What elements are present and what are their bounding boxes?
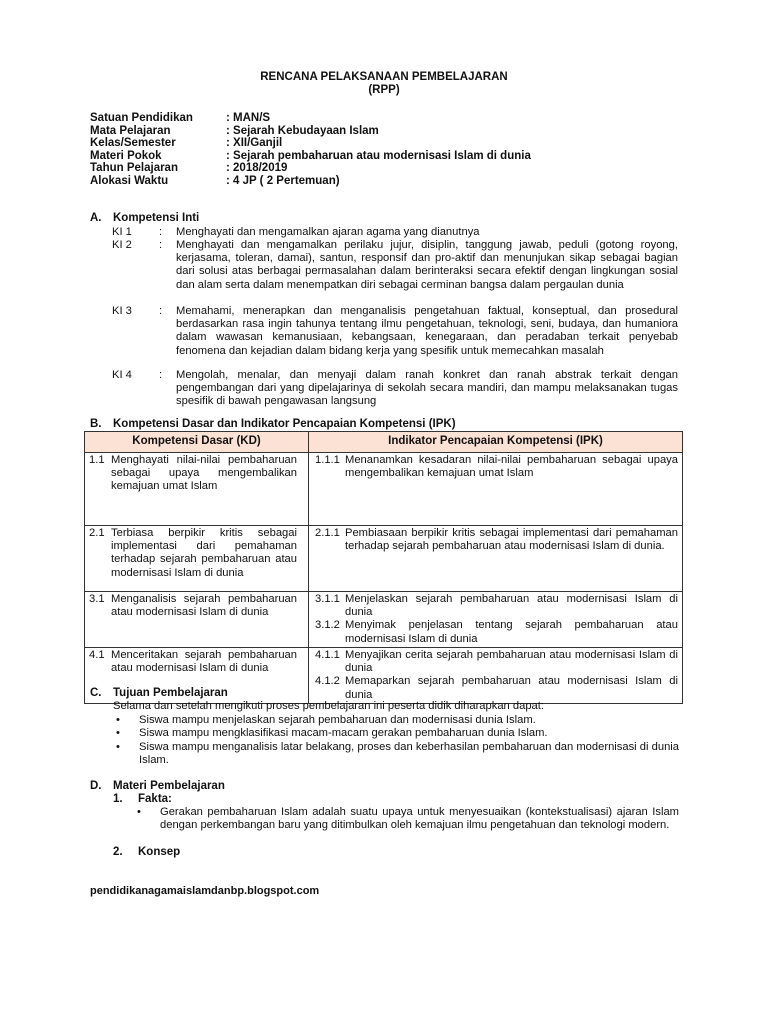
table-row [85,526,683,592]
identity-label: Satuan Pendidikan [90,112,193,124]
list-item-text: Siswa mampu menganalisis latar belakang, proses dan keberhasilan pembaharuan dan modernisasi di dunia Islam. [139,741,679,767]
kd-number: 2.1 [89,527,105,539]
ipk-item [313,649,678,675]
list-item [113,714,679,727]
ipk-number: 1.1.1 [315,454,340,466]
identity-table [90,112,531,188]
subsection-fakta [113,793,172,807]
identity-row [90,175,531,188]
section-letter: D. [90,780,102,792]
identity-label: Mata Pelajaran [90,124,171,137]
section-letter: A. [90,212,102,224]
column-header-ipk: Indikator Pencapaian Kompetensi (IPK) [309,432,683,453]
ki-colon: : [159,226,163,238]
identity-row [90,125,531,138]
ipk-item [313,454,678,480]
ipk-number: 4.1.1 [315,648,340,661]
list-item [134,806,679,832]
identity-row [90,150,531,163]
bullet-icon: • [116,741,120,753]
list-item [113,727,679,740]
kd-cell [85,453,309,526]
ki-text: Menghayati dan mengamalkan perilaku jujur, disiplin, tanggung jawab, peduli (gotong royong, kerjasama, toleran, damai), santun, responsif dan pro-aktif dan menunjukan sikap sebagai bagian dari solusi atas berbagai permasalahan dalam berinteraksi secara efektif dengan lingkungan sosial dan alam serta dalam menempatkan diri sebagai cerminan bangsa dalam pergaulan dunia [176,239,678,291]
section-a-heading [90,212,199,226]
ki-text: Mengolah, menalar, dan menyaji dalam ranah konkret dan ranah abstrak terkait dengan pengembangan dari yang dipelajarinya di sekolah secara mandiri, dan mampu melaksanakan tugas spesifik di bawah pengawasan langsung [176,369,678,408]
ki-colon: : [159,305,163,317]
ki-text: Menghayati dan mengamalkan ajaran agama yang dianutnya [176,226,480,238]
identity-value: : 4 JP ( 2 Pertemuan) [226,174,340,187]
section-title: Kompetensi Inti [113,212,200,224]
kd-number: 4.1 [89,648,105,661]
identity-value: : MAN/S [226,112,271,124]
section-letter: B. [90,418,102,430]
footer-source: pendidikanagamaislamdanbp.blogspot.com [90,885,320,897]
list-item-text: Siswa mampu mengklasifikasi macam-macam gerakan pembaharuan dunia Islam. [139,727,548,739]
ipk-number: 4.1.2 [315,675,340,688]
table-header-row [85,432,683,453]
identity-row [90,112,531,125]
table-row [85,592,683,648]
kd-cell [85,526,309,592]
identity-label: Materi Pokok [90,149,162,162]
subsection-title: Fakta: [138,793,172,805]
list-item [113,741,679,767]
ipk-item [313,619,678,645]
document-subtitle: (RPP) [368,84,400,96]
column-header-kd: Kompetensi Dasar (KD) [85,432,309,453]
ki-colon: : [159,239,163,251]
ki-item [112,226,678,239]
ipk-cell [309,526,683,592]
ipk-number: 3.1.2 [315,619,340,632]
ki-item [112,239,678,292]
identity-value: : XII/Ganjil [226,137,283,150]
section-b-heading [90,418,456,432]
subsection-number: 1. [113,793,123,805]
ki-item [112,305,678,358]
ki-code: KI 2 [112,239,132,251]
ipk-item [313,675,678,701]
ipk-number: 3.1.1 [315,593,340,605]
ipk-cell [309,592,683,648]
identity-label: Kelas/Semester [90,137,176,150]
identity-row [90,137,531,150]
ipk-text: Menyimak penjelasan tentang sejarah pembaharuan atau modernisasi Islam di dunia [345,619,678,645]
subsection-title: Konsep [138,846,181,858]
kd-cell [85,592,309,648]
kd-text: Menceritakan sejarah pembaharuan atau modernisasi Islam di dunia [111,648,297,675]
ipk-cell [309,453,683,526]
ki-item [112,369,678,409]
ipk-number: 2.1.1 [315,527,340,539]
list-item-text: Gerakan pembaharuan Islam adalah suatu upaya untuk menyesuaikan (kontekstualisasi) ajaran Islam dengan perkembangan baru yang ditimbulkan oleh kemajuan ilmu pengetahuan dan teknologi modern. [160,806,679,832]
document-title: RENCANA PELAKSANAAN PEMBELAJARAN [260,71,508,83]
section-c-heading [90,687,228,701]
identity-label: Tahun Pelajaran [90,162,178,175]
bullet-icon: • [137,806,141,818]
ipk-text: Pembiasaan berpikir kritis sebagai implementasi dari pemahaman terhadap sejarah pembaharuan atau modernisasi Islam di dunia. [345,527,678,553]
kd-text: Terbiasa berpikir kritis sebagai implementasi dari pemahaman terhadap sejarah pembaharuan atau modernisasi Islam di dunia [111,527,297,579]
identity-value: : Sejarah Kebudayaan Islam [226,124,379,137]
ki-code: KI 1 [112,226,132,238]
identity-label: Alokasi Waktu [90,174,169,187]
ipk-item [313,593,678,619]
kd-text: Menganalisis sejarah pembaharuan atau modernisasi Islam di dunia [111,593,297,619]
kd-number: 3.1 [89,593,105,605]
identity-value: : 2018/2019 [226,162,288,175]
ki-text: Memahami, menerapkan dan menganalisis pengetahuan faktual, konseptual, dan prosedural berdasarkan rasa ingin tahunya tentang ilmu pengetahuan, teknologi, seni, budaya, dan humaniora dalam wawasan kemanusiaan, kebangsaan, kenegaraan, dan peradaban terkait penyebab fenomena dan kejadian dalam bidang kerja yang spesifik untuk memecahkan masalah [176,305,678,357]
ipk-item [313,527,678,553]
identity-row [90,162,531,175]
identity-value: : Sejarah pembaharuan atau modernisasi Islam di dunia [226,149,531,162]
ki-colon: : [159,369,163,381]
bullet-icon: • [116,714,120,726]
kd-number: 1.1 [89,454,105,466]
ipk-text: Menanamkan kesadaran nilai-nilai pembaharuan sebagai upaya mengembalikan kemajuan umat Islam [345,454,678,480]
ipk-text: Memaparkan sejarah pembaharuan atau modernisasi Islam di dunia [345,675,678,701]
bullet-icon: • [116,727,120,739]
table-row [85,453,683,526]
section-title: Kompetensi Dasar dan Indikator Pencapaian Kompetensi (IPK) [113,418,456,430]
section-c-intro: Selama dan setelah mengikuti proses pembelajaran ini peserta didik diharapkan dapat: [113,700,544,712]
subsection-number: 2. [113,846,123,858]
ipk-text: Menjelaskan sejarah pembaharuan atau modernisasi Islam di dunia [345,593,678,619]
subsection-konsep [113,846,180,860]
ipk-cell [309,647,683,703]
kd-ipk-table [84,431,683,704]
kd-text: Menghayati nilai-nilai pembaharuan sebagai upaya mengembalikan kemajuan umat Islam [111,454,297,493]
ki-code: KI 4 [112,369,132,381]
section-title: Tujuan Pembelajaran [113,687,228,699]
section-d-heading [90,780,225,794]
ipk-text: Menyajikan cerita sejarah pembaharuan atau modernisasi Islam di dunia [345,648,678,675]
section-title: Materi Pembelajaran [113,780,225,792]
section-letter: C. [90,687,102,699]
list-item-text: Siswa mampu menjelaskan sejarah pembaharuan dan modernisasi dunia Islam. [139,714,536,726]
ki-code: KI 3 [112,305,132,317]
